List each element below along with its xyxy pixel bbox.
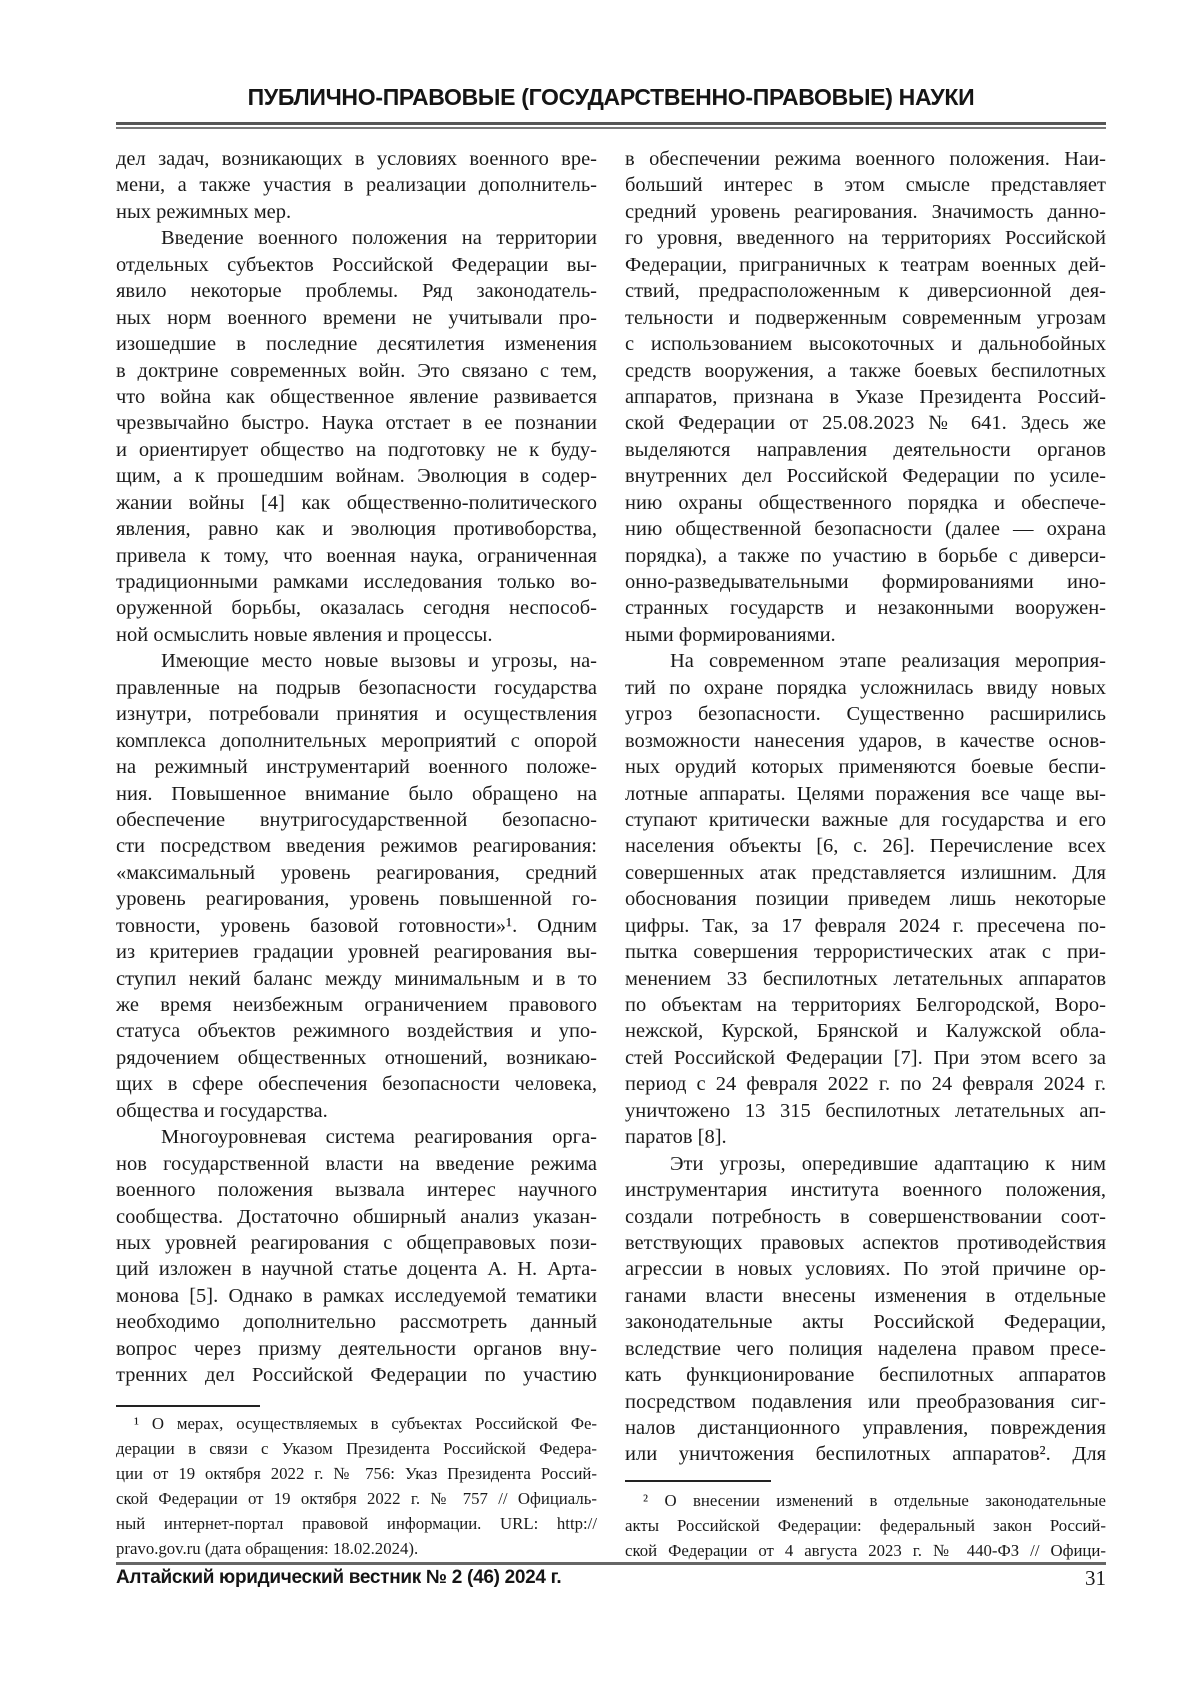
text-line: населения объекты [6, с. 26]. Перечисление всех — [625, 833, 1106, 859]
text-line: явило некоторые проблемы. Ряд законодатель- — [116, 278, 597, 304]
text-line: и ориентирует общество на подготовку не к буду- — [116, 437, 597, 463]
footnote-2 — [625, 1488, 1106, 1563]
text-line: нию общественной безопасности (далее — охрана — [625, 516, 1106, 542]
text-line: ных режимных мер. — [116, 199, 597, 225]
text-line: внутренних дел Российской Федерации по усиле- — [625, 463, 1106, 489]
paragraph — [116, 1124, 597, 1388]
text-line: На современном этапе реализация мероприя- — [625, 648, 1106, 674]
text-line: посредством подавления или преобразования сиг- — [625, 1389, 1106, 1415]
footnote-1 — [116, 1411, 597, 1561]
text-line: ных уровней реагирования с общеправовых пози- — [116, 1230, 597, 1256]
text-line: ной осмыслить новые явления и процессы. — [116, 622, 597, 648]
text-line: вопрос через призму деятельности органов вну- — [116, 1336, 597, 1362]
text-line: обоснования позиции приведем лишь некоторые — [625, 886, 1106, 912]
text-line: ской Федерации от 4 августа 2023 г. № 440-ФЗ // Офици- — [625, 1538, 1106, 1563]
text-line: в обеспечении режима военного положения. Наи- — [625, 146, 1106, 172]
text-line: оруженной борьбы, оказалась сегодня неспособ- — [116, 595, 597, 621]
text-line: онно-разведывательными формированиями ино- — [625, 569, 1106, 595]
text-line: ции от 19 октября 2022 г. № 756: Указ Президента Россий- — [116, 1461, 597, 1486]
text-line: что война как общественное явление развивается — [116, 384, 597, 410]
text-line: цифры. Так, за 17 февраля 2024 г. пресечена по- — [625, 913, 1106, 939]
footnote-separator — [625, 1480, 771, 1482]
paragraph — [625, 648, 1106, 1150]
text-line: статуса объектов режимного воздействия и упо- — [116, 1018, 597, 1044]
text-line: кать функционирование беспилотных аппаратов — [625, 1362, 1106, 1388]
text-line: средний уровень реагирования. Значимость данно- — [625, 199, 1106, 225]
text-line: ступают критически важные для государства и его — [625, 807, 1106, 833]
text-line: вследствие чего полиция наделена правом пресе- — [625, 1336, 1106, 1362]
paragraph — [625, 146, 1106, 648]
text-line: аппаратов, признана в Указе Президента Россий- — [625, 384, 1106, 410]
text-line: необходимо дополнительно рассмотреть данный — [116, 1309, 597, 1335]
text-line: ный интернет-портал правовой информации. URL: http:// — [116, 1511, 597, 1536]
text-line: мени, а также участия в реализации дополнитель- — [116, 172, 597, 198]
text-line: средств вооружения, а также боевых беспилотных — [625, 358, 1106, 384]
right-column — [625, 146, 1106, 1468]
text-line: уничтожено 13 315 беспилотных летательных ап- — [625, 1098, 1106, 1124]
text-line: ствий, предрасположенным к диверсионной дея- — [625, 278, 1106, 304]
journal-title: Алтайский юридический вестник № 2 (46) 2024 г. — [116, 1567, 561, 1589]
text-line: традиционными рамками исследования только во- — [116, 569, 597, 595]
text-line: изошедшие в последние десятилетия изменения — [116, 331, 597, 357]
text-line: привела к тому, что военная наука, ограниченная — [116, 543, 597, 569]
text-line: явления, равно как и эволюция противоборства, — [116, 516, 597, 542]
running-header-title: ПУБЛИЧНО-ПРАВОВЫЕ (ГОСУДАРСТВЕННО-ПРАВОВЫЕ) НАУКИ — [116, 84, 1106, 111]
text-line: ных орудий которых применяются боевые беспи- — [625, 754, 1106, 780]
text-line: странных государств и незаконными вооружен- — [625, 595, 1106, 621]
text-line: обеспечение внутригосударственной безопасно- — [116, 807, 597, 833]
left-column — [116, 146, 597, 1389]
header-divider — [116, 122, 1106, 129]
text-line: в доктрине современных войн. Это связано с тем, — [116, 358, 597, 384]
text-line: Федерации, приграничных к театрам военных дей- — [625, 252, 1106, 278]
text-line: или уничтожения беспилотных аппаратов². Для — [625, 1441, 1106, 1467]
text-line: тренних дел Российской Федерации по участию — [116, 1362, 597, 1388]
text-line: «максимальный уровень реагирования, средний — [116, 860, 597, 886]
text-line: нию охраны общественного порядка и обеспече- — [625, 490, 1106, 516]
text-line: выделяются направления деятельности органов — [625, 437, 1106, 463]
text-line: рядочением общественных отношений, возникаю- — [116, 1045, 597, 1071]
text-line: изнутри, потребовали принятия и осуществления — [116, 701, 597, 727]
text-line: период с 24 февраля 2022 г. по 24 февраля 2024 г. — [625, 1071, 1106, 1097]
text-line: больший интерес в этом смысле представляет — [625, 172, 1106, 198]
text-line: уровень реагирования, уровень повышенной го- — [116, 886, 597, 912]
text-line: ской Федерации от 19 октября 2022 г. № 757 // Официаль- — [116, 1486, 597, 1511]
text-line: с использованием высокоточных и дальнобойных — [625, 331, 1106, 357]
paragraph — [625, 1151, 1106, 1468]
text-line: чрезвычайно быстро. Наука отстает в ее познании — [116, 410, 597, 436]
text-line: сти посредством введения режимов реагирования: — [116, 833, 597, 859]
text-line: ской Федерации от 25.08.2023 № 641. Здесь же — [625, 410, 1106, 436]
text-line: ступил некий баланс между минимальным и в то — [116, 966, 597, 992]
footnote-separator — [116, 1405, 260, 1407]
text-line: военного положения вызвала интерес научного — [116, 1177, 597, 1203]
text-line: ветствующих правовых аспектов противодействия — [625, 1230, 1106, 1256]
text-line: же время неизбежным ограничением правового — [116, 992, 597, 1018]
text-line: ганами власти внесены изменения в отдельные — [625, 1283, 1106, 1309]
text-line: совершенных атак представляется излишним. Для — [625, 860, 1106, 886]
text-line: общества и государства. — [116, 1098, 597, 1124]
text-line: менением 33 беспилотных летательных аппаратов — [625, 966, 1106, 992]
text-line: Имеющие место новые вызовы и угрозы, на- — [116, 648, 597, 674]
text-line: дел задач, возникающих в условиях военного вре- — [116, 146, 597, 172]
text-line: ными формированиями. — [625, 622, 1106, 648]
text-line: товности, уровень базовой готовности»¹. Одним — [116, 913, 597, 939]
text-line: пытка совершения террористических атак с при- — [625, 939, 1106, 965]
footer-divider — [116, 1562, 1106, 1565]
text-line: паратов [8]. — [625, 1124, 1106, 1150]
text-line: ¹ О мерах, осуществляемых в субъектах Российской Фе- — [116, 1411, 597, 1436]
text-line: создали потребность в совершенствовании соот- — [625, 1204, 1106, 1230]
paragraph — [116, 648, 597, 1124]
text-line: акты Российской Федерации: федеральный закон Россий- — [625, 1513, 1106, 1538]
text-line: pravo.gov.ru (дата обращения: 18.02.2024). — [116, 1536, 597, 1561]
text-line: лотные аппараты. Целями поражения все чаще вы- — [625, 781, 1106, 807]
text-line: нов государственной власти на введение режима — [116, 1151, 597, 1177]
text-line: дерации в связи с Указом Президента Российской Федера- — [116, 1436, 597, 1461]
text-line: ных норм военного времени не учитывали про- — [116, 305, 597, 331]
text-line: инструментария института военного положения, — [625, 1177, 1106, 1203]
text-line: Эти угрозы, опередившие адаптацию к ним — [625, 1151, 1106, 1177]
text-line: комплекса дополнительных мероприятий с опорой — [116, 728, 597, 754]
text-line: щим, а к прошедшим войнам. Эволюция в содер- — [116, 463, 597, 489]
text-line: Многоуровневая система реагирования орга- — [116, 1124, 597, 1150]
text-line: правленные на подрыв безопасности государства — [116, 675, 597, 701]
text-line: щих в сфере обеспечения безопасности человека, — [116, 1071, 597, 1097]
text-line: порядка), а также по участию в борьбе с диверси- — [625, 543, 1106, 569]
text-line: угроз безопасности. Существенно расширились — [625, 701, 1106, 727]
text-line: ния. Повышенное внимание было обращено на — [116, 781, 597, 807]
text-line: ций изложен в научной статье доцента А. Н. Арта- — [116, 1256, 597, 1282]
text-line: ² О внесении изменений в отдельные законодательные — [625, 1488, 1106, 1513]
text-line: отдельных субъектов Российской Федерации вы- — [116, 252, 597, 278]
text-line: тельности и подверженным современным угрозам — [625, 305, 1106, 331]
paragraph — [116, 146, 597, 225]
text-line: стей Российской Федерации [7]. При этом всего за — [625, 1045, 1106, 1071]
text-line: по объектам на территориях Белгородской, Воро- — [625, 992, 1106, 1018]
text-line: сообщества. Достаточно обширный анализ указан- — [116, 1204, 597, 1230]
text-line: возможности нанесения ударов, в качестве основ- — [625, 728, 1106, 754]
text-line: жании войны [4] как общественно-политического — [116, 490, 597, 516]
text-line: тий по охране порядка усложнилась ввиду новых — [625, 675, 1106, 701]
text-line: законодательные акты Российской Федерации, — [625, 1309, 1106, 1335]
text-line: Введение военного положения на территории — [116, 225, 597, 251]
text-line: налов дистанционного управления, повреждения — [625, 1415, 1106, 1441]
page-number: 31 — [1085, 1566, 1106, 1591]
text-line: агрессии в новых условиях. По этой причине ор- — [625, 1256, 1106, 1282]
paragraph — [116, 225, 597, 648]
text-line: на режимный инструментарий военного положе- — [116, 754, 597, 780]
text-line: го уровня, введенного на территориях Российской — [625, 225, 1106, 251]
text-line: монова [5]. Однако в рамках исследуемой тематики — [116, 1283, 597, 1309]
text-line: из критериев градации уровней реагирования вы- — [116, 939, 597, 965]
text-line: нежской, Курской, Брянской и Калужской обла- — [625, 1018, 1106, 1044]
